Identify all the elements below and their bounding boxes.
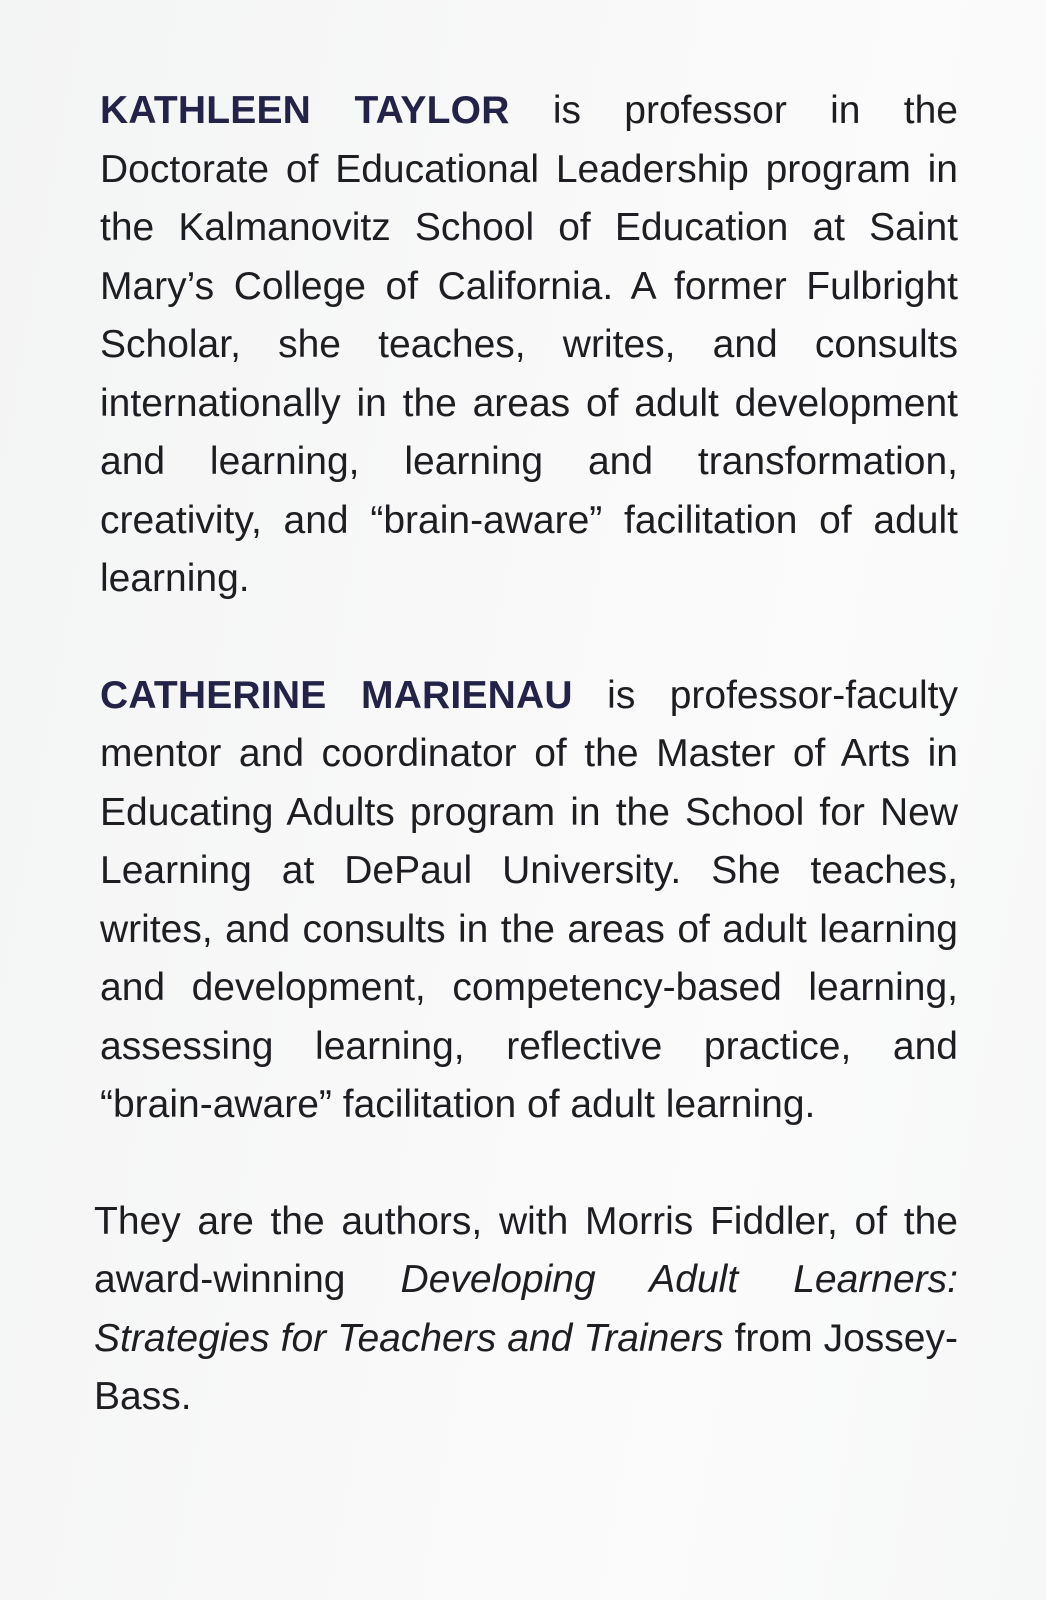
bio-text: is professor in the Doctorate of Educational Leadership program in the Kalmanovitz School of Education at Saint Mary’s College of California. A former Fulbright Scholar, she teaches, writes, and consults internationally in the areas of adult development and learning, learning and transformation, creativity, and “brain-aware” facilitation of adult learning. xyxy=(100,89,958,600)
closing-paragraph xyxy=(94,1193,958,1427)
closing-text-after: from Jossey-Bass. xyxy=(94,1316,958,1418)
bio-kathleen-taylor xyxy=(100,82,958,609)
bio-catherine-marienau xyxy=(100,667,958,1135)
author-name: CATHERINE MARIENAU xyxy=(100,673,573,717)
book-title: Developing Adult Learners: Strategies for Teachers and Trainers xyxy=(94,1258,958,1360)
author-name: KATHLEEN TAYLOR xyxy=(100,89,510,132)
author-bios xyxy=(94,82,958,1427)
closing-text-before: They are the authors, with Morris Fiddler, of the award-winning xyxy=(94,1199,958,1301)
bio-text: is professor-faculty mentor and coordinator of the Master of Arts in Educating Adults program in the School for New Learning at DePaul University. She teaches, writes, and consults in the areas of adult learning and development, competency-based learning, assessing learning, reflective practice, and “brain-aware” facilitation of adult learning. xyxy=(100,673,958,1126)
